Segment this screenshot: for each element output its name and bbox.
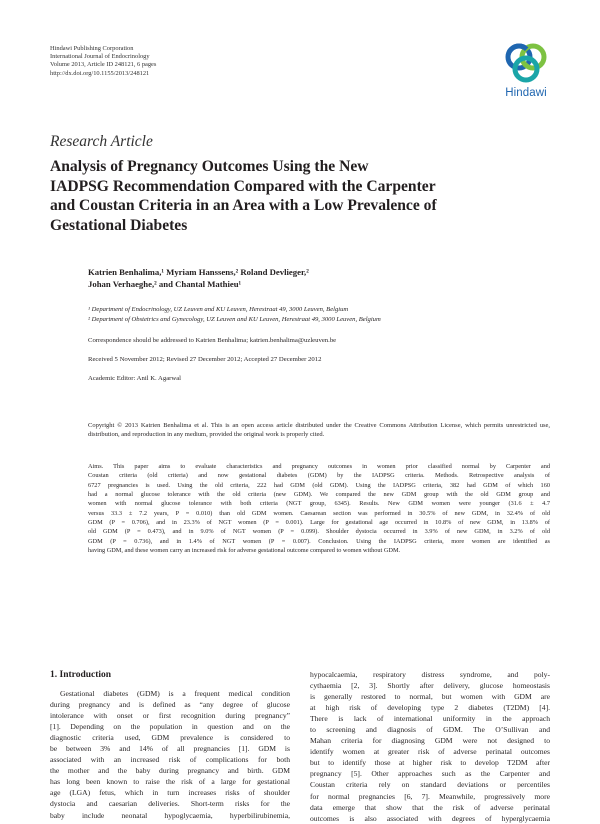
body-line: diagnostic criteria used, GDM prevalence is considered to: [50, 733, 290, 743]
doi-link[interactable]: http://dx.doi.org/10.1155/2013/248121: [50, 69, 150, 77]
body-line: Mahan criteria for diagnosing GDM were not designed to: [310, 736, 550, 746]
body-line: Gestational diabetes (GDM) is a frequent medical condition: [60, 689, 290, 698]
abstract-line: versus 33.3 ± 7.2 years, P = 0.010) than old GDM women. Caesarean section was performed in 30.5% of new GDM, in 32.4% of old: [88, 509, 550, 517]
abstract-line: women with normal glucose tolerance with both criteria (NGT group, 6345). Results. New GDM women were younger (31.6 ± 4.7: [88, 500, 550, 508]
body-line: be between 3% and 14% of all pregnancies [1]. GDM is: [50, 744, 290, 754]
body-line: associated with an increased risk of complications for both: [50, 755, 290, 765]
body-line: data emerge that show that the risk of adverse perinatal: [310, 802, 550, 812]
body-line: There is lack of international uniformity in the approach: [310, 714, 550, 724]
affiliation: ¹ Department of Endocrinology, UZ Leuven and KU Leuven, Herestraat 49, 3000 Leuven, Belgium: [88, 306, 349, 313]
body-line: pregnancy [5]. Other approaches such as the Carpenter and: [310, 769, 550, 779]
body-column-left: [50, 688, 290, 821]
article-title: [50, 157, 550, 235]
journal-name: International Journal of Endocrinology: [50, 53, 150, 61]
title-line: Gestational Diabetes: [50, 216, 188, 234]
copyright-notice: Copyright © 2013 Katrien Benhalima et al. This is an open access article distributed under the Creative Commons Attribution License, which permits unrestricted use, distribution, and reproduction in any medium, provided the original work is properly cited.: [88, 422, 550, 439]
author-line: Johan Verhaeghe,² and Chantal Mathieu¹: [88, 279, 242, 290]
body-line: during pregnancy and is defined as “any degree of glucose: [50, 700, 290, 710]
body-line: intolerance with onset or first recognition during pregnancy”: [50, 711, 290, 721]
body-column-right: [310, 669, 550, 824]
article-type: Research Article: [50, 133, 153, 150]
body-line: hypocalcaemia, respiratory distress syndrome, and poly-: [310, 670, 550, 679]
body-line: to screening and diagnosis of GDM. The O’Sullivan and: [310, 725, 550, 735]
abstract-line: having GDM, and these women carry an increased risk for adverse gestational outcome compared to women without GDM.: [88, 547, 401, 555]
body-line: baby include neonatal hypoglycaemia, hyperbilirubinemia,: [50, 810, 290, 820]
body-line: age (LGA) fetus, which in turn increases risks of shoulder: [50, 788, 290, 798]
body-line: the mother and the baby during pregnancy and birth. GDM: [50, 766, 290, 776]
abstract-line: Aims. This paper aims to evaluate characteristics and pregnancy outcomes in women prior classified normal by Carpenter and: [88, 463, 550, 470]
abstract-line: 6727 pregnancies is used. Using the old criteria, 222 had GDM (old GDM). Using the IADPSG criteria, 382 had GDM of which 160: [88, 481, 550, 489]
journal-header: [50, 45, 156, 78]
body-line: at high risk of developing type 2 diabetes (T2DM) [4].: [310, 703, 550, 713]
affiliation: ² Department of Obstetrics and Gynecology, UZ Leuven and KU Leuven, Herestraat 49, 3000 Leuven, Belgium: [88, 315, 381, 323]
abstract-line: had a normal glucose tolerance with the old criteria (new GDM). We compared the new GDM group with the old GDM group and: [88, 491, 550, 499]
logo-text: Hindawi: [505, 87, 547, 99]
academic-editor: Academic Editor: Anil K. Agarwal: [88, 375, 182, 382]
body-line: identify women at greater risk of adverse perinatal outcomes: [310, 747, 550, 757]
correspondence: Correspondence should be addressed to Katrien Benhalima; katrien.benhalima@uzleuven.be: [88, 337, 337, 344]
volume-info: Volume 2013, Article ID 248121, 6 pages: [50, 61, 157, 69]
section-heading: 1. Introduction: [50, 670, 112, 680]
body-line: has long been known to raise the risk of a large for gestational: [50, 777, 290, 787]
abstract: [88, 462, 550, 555]
author-line: Katrien Benhalima,¹ Myriam Hanssens,² Roland Devlieger,²: [88, 267, 309, 277]
author-list: [88, 266, 309, 290]
body-line: for normal pregnancies [6, 7]. Meanwhile, progressively more: [310, 791, 550, 801]
body-line: is generally restored to normal, but women with GDM are: [310, 692, 550, 702]
body-line: Coustan criteria rely on standard deviations or percentiles: [310, 780, 550, 790]
body-line: outcomes is also associated with degrees of hyperglycaemia: [310, 813, 550, 823]
abstract-line: old GDM (P = 0.473), and in 9.0% of NGT women (P = 0.099). Shoulder dystocia occurred in 3.9% of new GDM, in 3.2% of old: [88, 528, 550, 536]
body-line: [1]. Depending on the population in question and on the: [50, 722, 290, 732]
hindawi-logo: [498, 40, 554, 104]
hindawi-rings-icon: [503, 40, 549, 86]
body-line: cythaemia [2, 3]. Shortly after delivery, glucose homeostasis: [310, 681, 550, 691]
abstract-line: GDM (P = 0.736), and in 1.4% of NGT women (P = 0.007). Conclusion. Using the IADPSG criteria, more women are identified as: [88, 537, 550, 545]
body-line: dystocia and caesarian deliveries. Short-term risks for the: [50, 799, 290, 809]
body-line: but to identify those at higher risk to develop T2DM after: [310, 758, 550, 768]
abstract-line: GDM (P = 0.706), and in 23.3% of NGT women (P = 0.001). Large for gestational age occurred in 10.8% of new GDM, in 13.8% of: [88, 519, 550, 527]
abstract-line: Coustan criteria (old criteria) and now gestational diabetes (GDM) by the IADPSG criteria. Methods. Retrospective analysis of: [88, 472, 550, 480]
title-line: IADPSG Recommendation Compared with the Carpenter: [50, 177, 436, 195]
title-line: Analysis of Pregnancy Outcomes Using the New: [50, 158, 369, 175]
publisher-name: Hindawi Publishing Corporation: [50, 45, 134, 52]
article-dates: Received 5 November 2012; Revised 27 December 2012; Accepted 27 December 2012: [88, 356, 322, 363]
title-line: and Coustan Criteria in an Area with a Low Prevalence of: [50, 197, 437, 215]
affiliations: [88, 305, 381, 324]
